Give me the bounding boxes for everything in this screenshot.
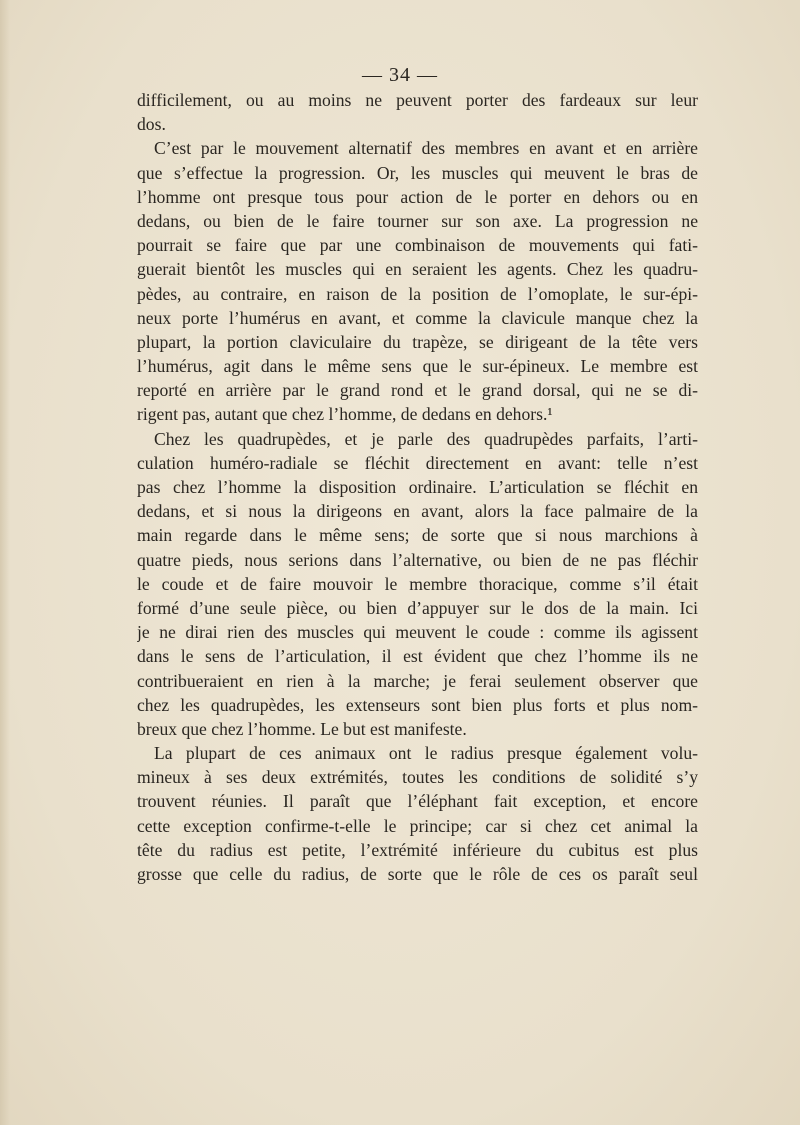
- text-line: rigent pas, autant que chez l’homme, de dedans en dehors.¹: [137, 404, 553, 425]
- text-line: chez les quadrupèdes, les extenseurs sont bien plus forts et plus nom-: [137, 694, 698, 715]
- text-line: le coude et de faire mouvoir le membre thoracique, comme s’il était: [137, 573, 698, 594]
- text-line: reporté en arrière par le grand rond et le grand dorsal, qui ne se di-: [137, 380, 698, 401]
- text-line: que s’effectue la progression. Or, les muscles qui meuvent le bras de: [137, 162, 698, 183]
- text-line: pèdes, au contraire, en raison de la position de l’omoplate, le sur-épi-: [137, 283, 698, 304]
- page-edge-shadow: [0, 0, 10, 1125]
- text-line: contribueraient en rien à la marche; je ferai seulement observer que: [137, 670, 698, 691]
- text-line: pas chez l’homme la disposition ordinaire. L’articulation se fléchit en: [137, 477, 698, 497]
- text-line: grosse que celle du radius, de sorte que le rôle de ces os paraît seul: [137, 864, 698, 884]
- text-line: je ne dirai rien des muscles qui meuvent le coude : comme ils agissent: [137, 622, 698, 643]
- text-line: culation huméro-radiale se fléchit directement en avant: telle n’est: [137, 452, 698, 473]
- text-line: cette exception confirme-t-elle le principe; car si chez cet animal la: [137, 815, 698, 836]
- text-line: l’homme ont presque tous pour action de le porter en dehors ou en: [137, 186, 698, 207]
- text-line: dans le sens de l’articulation, il est évident que chez l’homme ils ne: [137, 646, 698, 667]
- text-line: l’humérus, agit dans le même sens que le sur-épineux. Le membre est: [137, 356, 698, 377]
- text-line: mineux à ses deux extrémités, toutes les conditions de solidité s’y: [137, 767, 698, 788]
- body-text: [137, 88, 698, 886]
- text-line: trouvent réunies. Il paraît que l’éléphant fait exception, et encore: [137, 791, 698, 812]
- text-line: tête du radius est petite, l’extrémité inférieure du cubitus est plus: [137, 839, 698, 860]
- text-line: dedans, ou bien de le faire tourner sur son axe. La progression ne: [137, 210, 698, 231]
- text-line: difficilement, ou au moins ne peuvent porter des fardeaux sur leur: [137, 90, 698, 110]
- page-number: — 34 —: [362, 64, 438, 86]
- text-line: breux que chez l’homme. Le but est manifeste.: [137, 718, 467, 739]
- text-line: Chez les quadrupèdes, et je parle des quadrupèdes parfaits, l’arti-: [154, 428, 698, 449]
- text-line: pourrait se faire que par une combinaison de mouvements qui fati-: [137, 235, 698, 256]
- text-line: dedans, et si nous la dirigeons en avant, alors la face palmaire de la: [137, 501, 698, 522]
- text-line: neux porte l’humérus en avant, et comme la clavicule manque chez la: [137, 307, 698, 328]
- text-line: plupart, la portion claviculaire du trapèze, se dirigeant de la tête vers: [137, 331, 698, 352]
- text-line: dos.: [137, 114, 166, 135]
- text-line: main regarde dans le même sens; de sorte que si nous marchions à: [137, 525, 698, 546]
- text-line: quatre pieds, nous serions dans l’alternative, ou bien de ne pas fléchir: [137, 549, 698, 570]
- text-line: guerait bientôt les muscles qui en seraient les agents. Chez les quadru-: [137, 259, 698, 280]
- text-line: C’est par le mouvement alternatif des membres en avant et en arrière: [154, 138, 698, 159]
- text-line: La plupart de ces animaux ont le radius presque également volu-: [154, 743, 698, 764]
- text-line: formé d’une seule pièce, ou bien d’appuyer sur le dos de la main. Ici: [137, 597, 698, 618]
